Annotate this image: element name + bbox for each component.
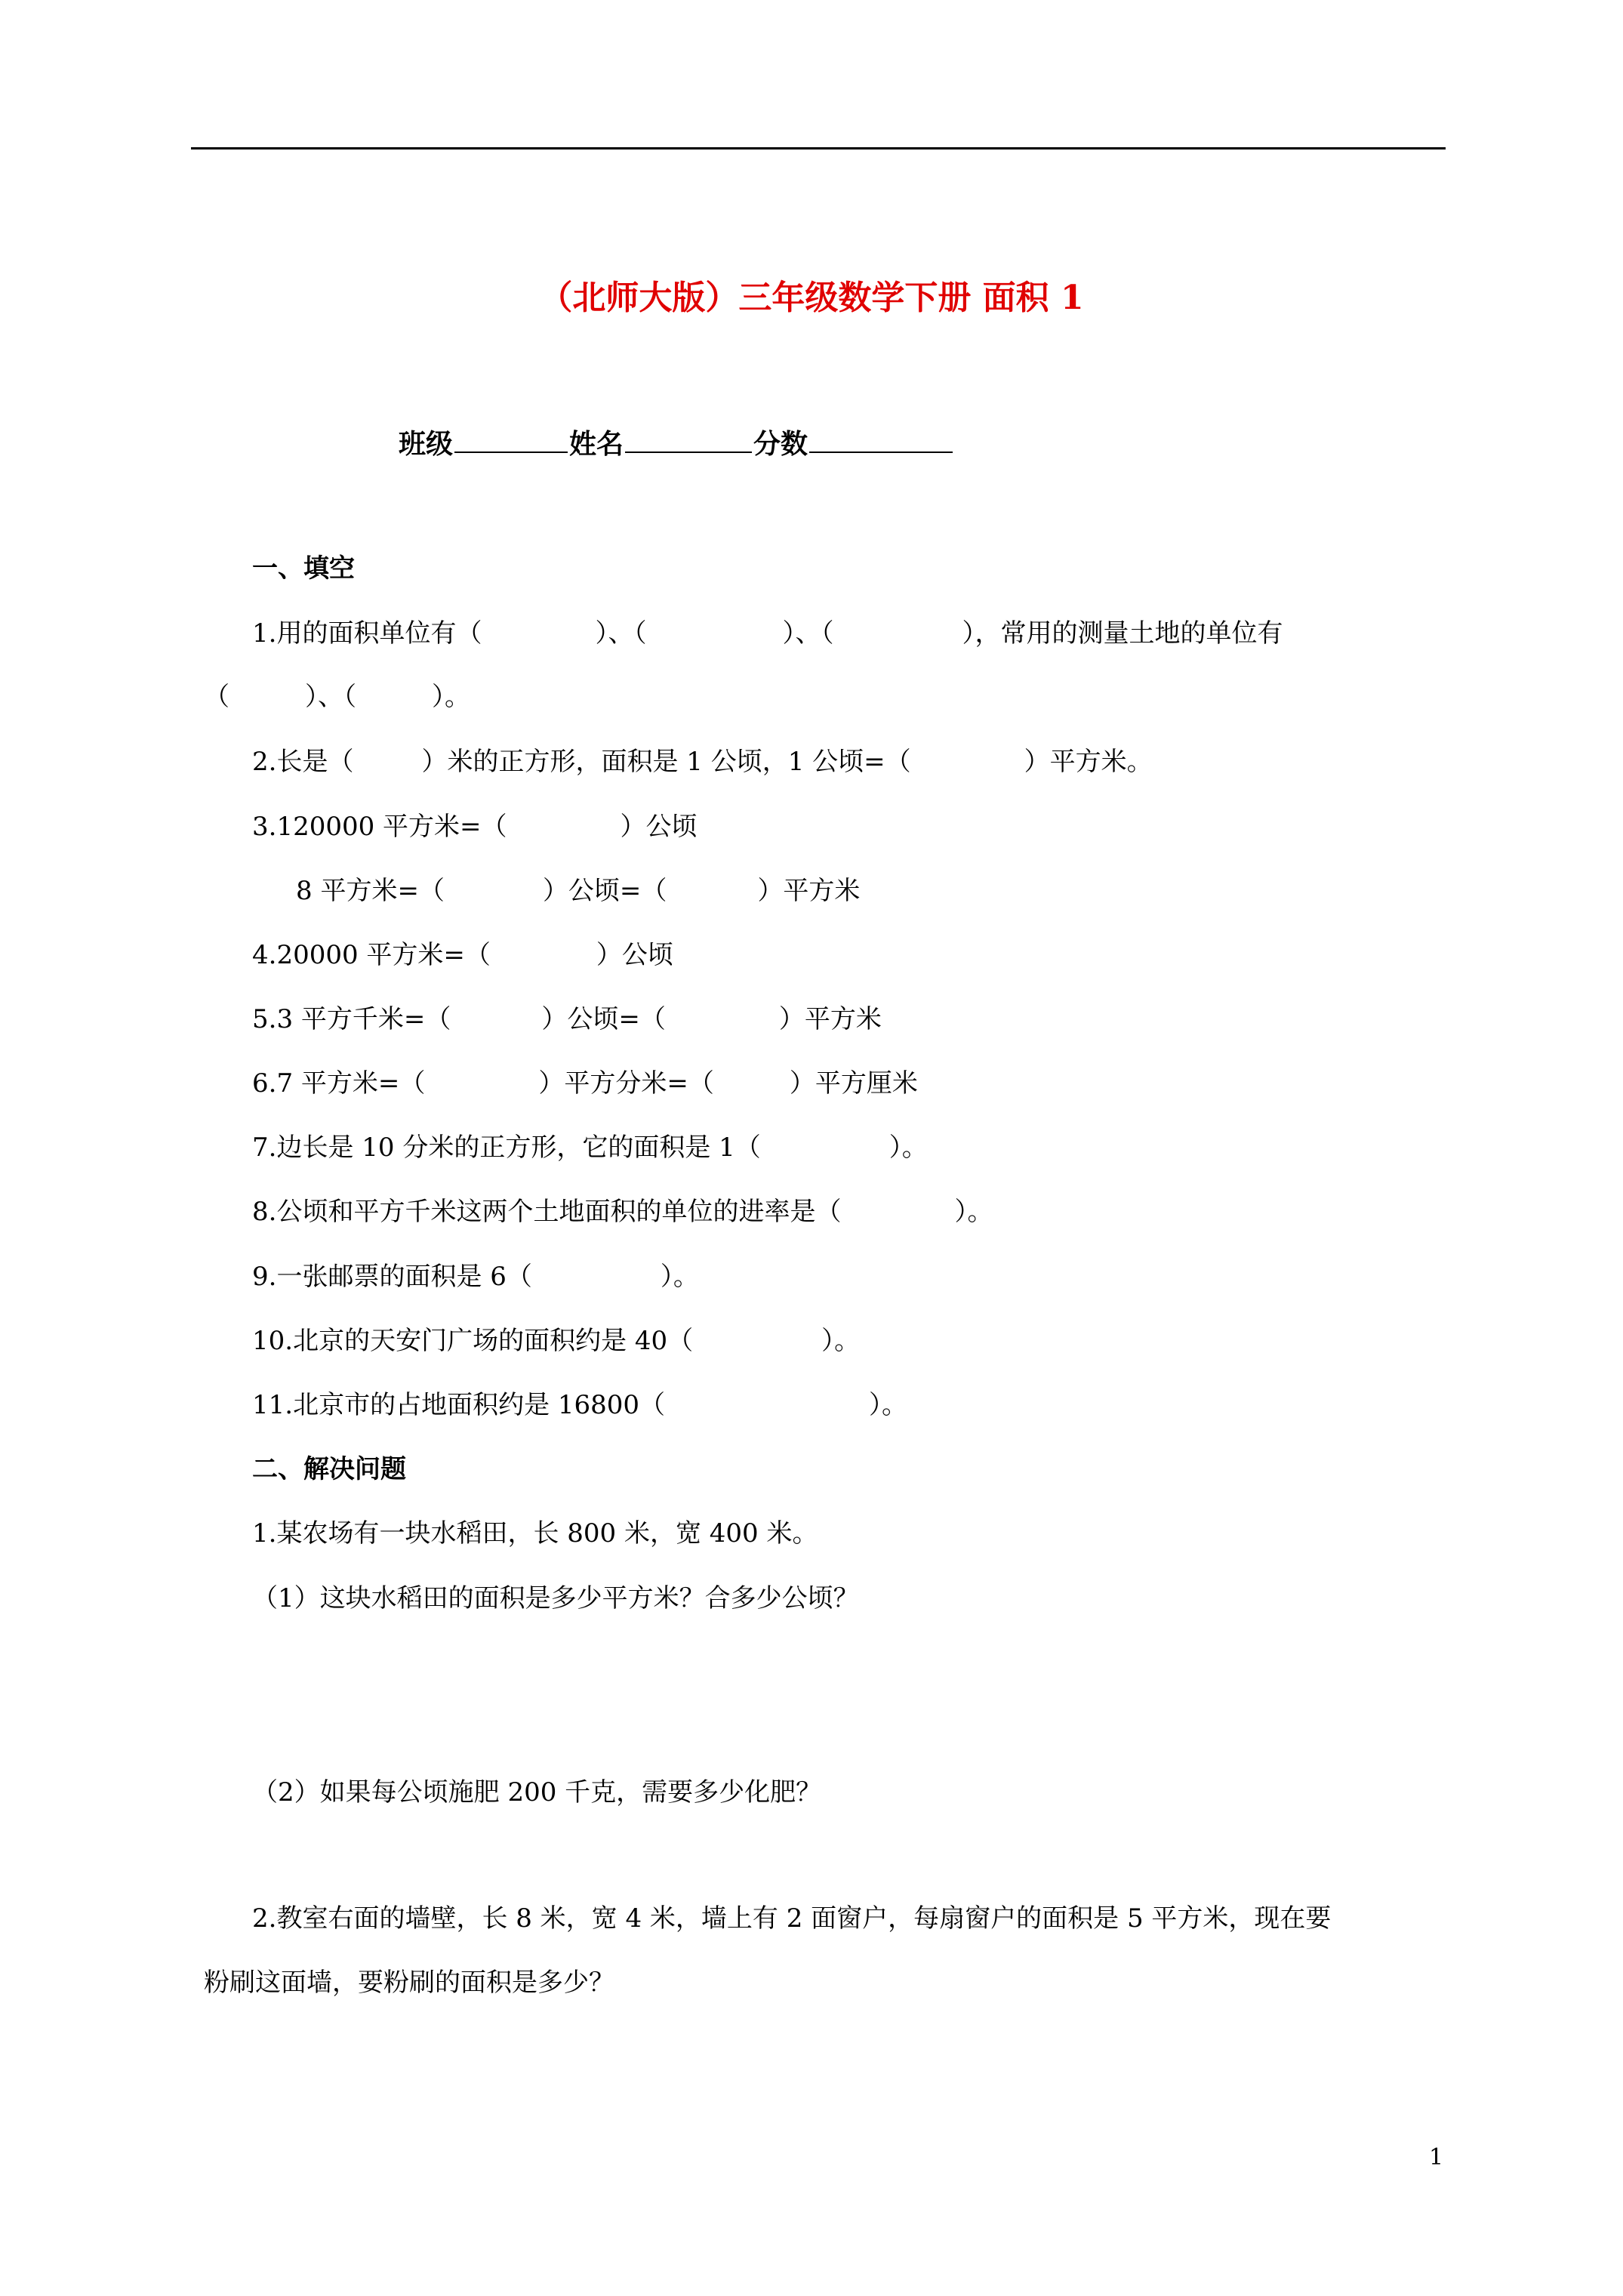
problem-1-part-1: （1）这块水稻田的面积是多少平方米？合多少公顷？ xyxy=(252,1583,859,1613)
question-6 xyxy=(252,1065,918,1102)
q6-text-c: ）平方厘米 xyxy=(789,1068,918,1099)
q11-text-b: ）。 xyxy=(869,1390,908,1420)
q3s-text-c: ）平方米 xyxy=(757,876,861,906)
problem-1: 1.某农场有一块水稻田，长 800 米，宽 400 米。 xyxy=(252,1518,818,1549)
name-label: 姓名 xyxy=(569,428,624,460)
question-10 xyxy=(252,1322,860,1360)
q1-text-a: 1.用的面积单位有（ xyxy=(252,618,482,649)
question-5 xyxy=(252,1000,882,1038)
q7-text-a: 7.边长是 10 分米的正方形，它的面积是 1（ xyxy=(252,1133,761,1163)
q9-text-b: ）。 xyxy=(660,1262,699,1292)
q6-text-a: 6.7 平方米=（ xyxy=(252,1068,426,1099)
section2-heading: 二、解决问题 xyxy=(252,1454,406,1484)
q1-text-e: （ xyxy=(204,682,229,712)
q2-text-a: 2.长是（ xyxy=(252,747,354,777)
header-rule xyxy=(191,147,1446,149)
q9-text-a: 9.一张邮票的面积是 6（ xyxy=(252,1262,532,1292)
q11-text-a: 11.北京市的占地面积约是 16800（ xyxy=(252,1390,666,1420)
score-blank[interactable] xyxy=(809,424,953,453)
q1-text-g: ）。 xyxy=(432,682,470,712)
question-7 xyxy=(252,1129,928,1166)
q4-text-a: 4.20000 平方米=（ xyxy=(252,940,491,970)
question-11 xyxy=(252,1386,907,1424)
problem-2-line-2: 粉刷这面墙，要粉刷的面积是多少？ xyxy=(204,1968,614,1998)
question-9 xyxy=(252,1258,699,1296)
q2-text-b: ）米的正方形，面积是 1 公顷，1 公顷=（ xyxy=(421,747,911,777)
q10-text-b: ）。 xyxy=(821,1326,861,1356)
q5-text-b: ）公顷=（ xyxy=(541,1004,666,1034)
page-number: 1 xyxy=(1429,2144,1444,2171)
q4-text-b: ）公顷 xyxy=(596,940,673,970)
q6-text-b: ）平方分米=（ xyxy=(538,1068,714,1099)
worksheet-title: （北师大版）三年级数学下册 面积 1 xyxy=(539,279,1084,317)
question-3 xyxy=(252,808,698,846)
question-8 xyxy=(252,1193,993,1231)
score-label: 分数 xyxy=(753,428,808,460)
q7-text-b: ）。 xyxy=(888,1133,928,1163)
question-1-line-2 xyxy=(204,678,470,716)
q8-text-b: ）。 xyxy=(954,1197,993,1227)
q5-text-c: ）平方米 xyxy=(778,1004,882,1034)
class-label: 班级 xyxy=(399,428,454,460)
q3s-text-a: 8 平方米=（ xyxy=(296,876,445,906)
q8-text-a: 8.公顷和平方千米这两个土地面积的单位的进率是（ xyxy=(252,1197,842,1227)
problem-2-line-1: 2.教室右面的墙壁，长 8 米，宽 4 米，墙上有 2 面窗户，每扇窗户的面积是 5 平方米，现在要 xyxy=(252,1903,1332,1934)
question-4 xyxy=(252,936,673,974)
student-info-row xyxy=(399,424,954,463)
q1-text-d: ），常用的测量土地的单位有 xyxy=(962,618,1283,649)
q1-text-c: ）、（ xyxy=(782,618,834,649)
section1-heading: 一、填空 xyxy=(252,553,355,584)
q1-text-f: ）、（ xyxy=(305,682,356,712)
question-3-sub xyxy=(296,872,860,910)
q10-text-a: 10.北京的天安门广场的面积约是 40（ xyxy=(252,1326,694,1356)
q5-text-a: 5.3 平方千米=（ xyxy=(252,1004,451,1034)
problem-1-part-2: （2）如果每公顷施肥 200 千克，需要多少化肥？ xyxy=(252,1777,822,1808)
q3s-text-b: ）公顷=（ xyxy=(542,876,667,906)
q3-text-b: ）公顷 xyxy=(620,812,698,842)
class-blank[interactable] xyxy=(454,424,568,453)
question-2 xyxy=(252,743,1153,781)
q1-text-b: ）、（ xyxy=(595,618,647,649)
q2-text-c: ）平方米。 xyxy=(1024,747,1153,777)
name-blank[interactable] xyxy=(625,424,752,453)
q3-text-a: 3.120000 平方米=（ xyxy=(252,812,507,842)
question-1-line-1 xyxy=(252,615,1283,652)
